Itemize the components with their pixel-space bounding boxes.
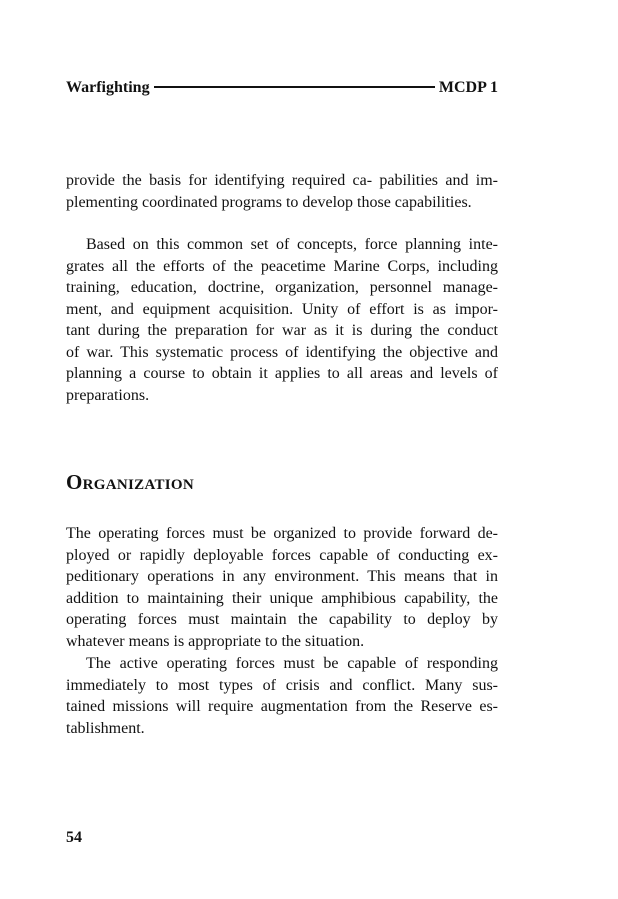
- text-line: tablishment.: [66, 719, 145, 737]
- text-line: whatever means is appropriate to the situation.: [66, 632, 365, 650]
- text-line: preparations.: [66, 386, 150, 404]
- text-line: operating forces must maintain the capability to deploy by: [66, 611, 498, 628]
- text-line: The operating forces must be organized to provide forward de-: [66, 525, 498, 542]
- section-heading: Organization: [66, 470, 195, 494]
- page-number: 54: [66, 829, 82, 846]
- paragraph-4: [66, 653, 498, 739]
- text-line: peditionary operations in any environment. This means that in: [66, 568, 498, 585]
- header-rule: [154, 86, 435, 88]
- text-line: tant during the preparation for war as it is during the conduct: [66, 322, 498, 339]
- text-line: plementing coordinated programs to develop those capabilities.: [66, 193, 472, 211]
- paragraph-1: [66, 170, 498, 213]
- text-line: The active operating forces must be capable of responding: [86, 655, 498, 672]
- text-line: ment, and equipment acquisition. Unity of effort is as impor-: [66, 300, 498, 318]
- text-line: addition to maintaining their unique amphibious capability, the: [66, 589, 498, 607]
- running-header: [66, 77, 498, 99]
- text-line: Based on this common set of concepts, force planning inte-: [86, 236, 498, 253]
- text-line: planning a course to obtain it applies to all areas and levels of: [66, 365, 498, 382]
- text-line: immediately to most types of crisis and conflict. Many sus-: [66, 676, 498, 694]
- text-line: of war. This systematic process of identifying the objective and: [66, 343, 498, 361]
- text-line: provide the basis for identifying required ca- pabilities and im-: [66, 172, 498, 189]
- text-line: ployed or rapidly deployable forces capable of conducting ex-: [66, 546, 498, 564]
- paragraph-3: [66, 523, 498, 652]
- paragraph-2: [66, 234, 498, 406]
- text-line: grates all the efforts of the peacetime Marine Corps, including: [66, 257, 498, 275]
- header-doc-id: MCDP 1: [438, 79, 498, 96]
- text-line: training, education, doctrine, organization, personnel manage-: [66, 279, 498, 296]
- text-line: tained missions will require augmentation from the Reserve es-: [66, 698, 498, 715]
- header-title: Warfighting: [66, 79, 150, 96]
